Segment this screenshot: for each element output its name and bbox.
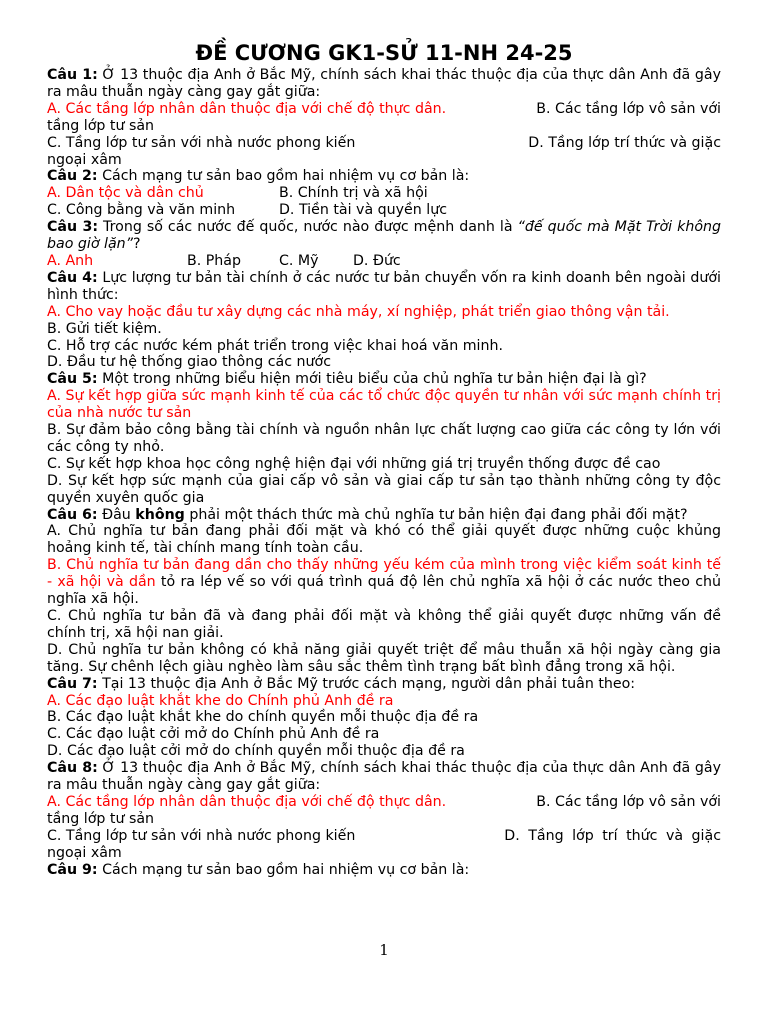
option-a-correct: A. Các tầng lớp nhân dân thuộc địa với chế độ thực dân. [47,100,447,117]
option-c: C. Hỗ trợ các nước kém phát triển trong việc khai hoá văn minh. [47,337,503,354]
question-text: Ở 13 thuộc địa Anh ở Bắc Mỹ, chính sách khai thác thuộc địa của thực dân Anh đã gây ra mâu thuẫn ngày càng gay gắt giữa: [47,760,721,794]
question-9 [47,862,721,879]
question-2 [47,168,721,185]
question-3 [47,219,721,253]
question-6 [47,507,721,524]
option-row [47,135,721,152]
option-c: C. Công bằng và văn minh [47,202,236,219]
question-label: Câu 5: [47,371,98,388]
option-c: C. Tầng lớp tư sản với nhà nước phong kiến [47,134,356,151]
question-text: Cách mạng tư sản bao gồm hai nhiệm vụ cơ bản là: [97,168,470,185]
option-a-correct: A. Dân tộc và dân chủ [47,185,204,202]
question-label: Câu 8: [47,760,98,777]
question-8 [47,760,721,794]
option-d: D. Chủ nghĩa tư bản không có khả năng giải quyết triệt để mâu thuẫn xã hội ngày càng gia tăng. Sự chênh lệch giàu nghèo làm sâu sắc thêm tình trạng bất bình đẳng trong xã hội. [47,641,721,675]
question-1 [47,67,721,101]
option-row [47,185,721,202]
option-b: B. Gửi tiết kiệm. [47,320,162,337]
question-label: Câu 2: [47,168,98,185]
question-label: Câu 3: [47,219,99,236]
question-emphasis: không [135,506,185,523]
option-d: D. Tầng lớp trí thức và giặc [504,827,721,844]
option-b-cont: tầng lớp tư sản [47,117,155,134]
question-text: Lực lượng tư bản tài chính ở các nước tư bản chuyển vốn ra kinh doanh bên ngoài dưới hình thức: [47,269,721,303]
question-quote: “đế quốc mà Mặt Trời không bao giờ lặn” [47,219,721,253]
question-text: Trong số các nước đế quốc, nước nào được mệnh danh là [98,219,518,236]
option-d: D. Các đạo luật cởi mở do chính quyền mỗi thuộc địa đề ra [47,743,465,760]
option-d: D. Tiền tài và quyền lực [279,202,448,219]
option-row [47,828,721,845]
document-title: ĐỀ CƯƠNG GK1-SỬ 11-NH 24-25 [195,41,573,65]
question-text: Ở 13 thuộc địa Anh ở Bắc Mỹ, chính sách khai thác thuộc địa của thực dân Anh đã gây ra mâu thuẫn ngày càng gay gắt giữa: [47,67,721,100]
question-label: Câu 1: [47,67,98,83]
question-text: Một trong những biểu hiện mới tiêu biểu của chủ nghĩa tư bản hiện đại là gì? [97,371,647,388]
option-d: D. Đầu tư hệ thống giao thông các nước [47,354,332,371]
question-label: Câu 4: [47,269,98,286]
option-d: D. Sự kết hợp sức mạnh của giai cấp vô sản và giai cấp tư sản tạo thành những công ty độc quyền xuyên quốc gia [47,472,721,506]
option-b: B. Các tầng lớp vô sản với [536,100,721,117]
question-text: Cách mạng tư sản bao gồm hai nhiệm vụ cơ bản là: [97,861,470,878]
option-a-correct: A. Cho vay hoặc đầu tư xây dựng các nhà máy, xí nghiệp, phát triển giao thông vận tải. [47,303,670,320]
option-a: A. Chủ nghĩa tư bản đang phải đối mặt và khó có thể giải quyết được những cuộc khủng hoảng kinh tế, tài chính mang tính toàn cầu. [47,523,721,557]
option-d: D. Đức [353,252,401,269]
option-row [47,794,721,811]
option-c: C. Sự kết hợp khoa học công nghệ hiện đại với những giá trị truyền thống được đề cao [47,455,661,472]
question-label: Câu 9: [47,861,98,878]
option-b: B. Chính trị và xã hội [279,185,428,202]
question-4 [47,270,721,304]
option-b-correct [47,557,721,608]
option-b-cont: tầng lớp tư sản [47,810,155,827]
option-c: C. Chủ nghĩa tư bản đã và đang phải đối mặt và không thể giải quyết được những vấn đề chính trị, xã hội nan giải. [47,608,721,641]
option-b: B. Các tầng lớp vô sản với [536,793,721,810]
question-5 [47,371,721,388]
option-c: C. Tầng lớp tư sản với nhà nước phong kiến [47,827,356,844]
option-c: C. Mỹ [279,252,319,269]
page-number: 1 [379,941,389,959]
option-row [47,101,721,118]
document-body [47,40,721,879]
option-row [47,253,721,270]
question-label: Câu 7: [47,675,98,692]
option-b-rest: tỏ ra lép vế so với quá trình quá độ lên chủ nghĩa xã hội ở các nước theo chủ nghĩa xã hội. [47,574,721,608]
option-d-cont: ngoại xâm [47,844,122,861]
question-label: Câu 6: [47,506,98,523]
option-a-correct: A. Các tầng lớp nhân dân thuộc địa với chế độ thực dân. [47,793,447,810]
option-a-correct: A. Các đạo luật khắt khe do Chính phủ Anh đề ra [47,692,394,709]
option-b: B. Sự đảm bảo công bằng tài chính và nguồn nhân lực chất lượng cao giữa các công ty lớn với các công ty nhỏ. [47,422,721,455]
option-b-red-part: B. Chủ nghĩa tư bản đang dần cho thấy những yếu kém của mình trong việc kiểm soát kinh tế - xã hội và dần [47,557,721,591]
question-text-cont: phải một thách thức mà chủ nghĩa tư bản hiện đại đang phải đối mặt? [184,506,688,523]
question-text: Tại 13 thuộc địa Anh ở Bắc Mỹ trước cách mạng, người dân phải tuân theo: [97,675,636,692]
question-tail: ? [133,236,141,253]
option-b: B. Pháp [187,252,241,269]
option-a-correct: A. Sự kết hợp giữa sức mạnh kinh tế của các tổ chức độc quyền tư nhân với sức mạnh chính trị của nhà nước tư sản [47,388,721,422]
option-d: D. Tầng lớp trí thức và giặc [528,134,721,151]
question-7 [47,676,721,693]
question-text: Đâu [97,506,136,523]
option-b: B. Các đạo luật khắt khe do chính quyền mỗi thuộc địa đề ra [47,709,479,726]
option-c: C. Các đạo luật cởi mở do Chính phủ Anh đề ra [47,726,380,743]
option-d-cont: ngoại xâm [47,151,122,168]
option-a-correct: A. Anh [47,252,94,269]
option-row [47,202,721,219]
